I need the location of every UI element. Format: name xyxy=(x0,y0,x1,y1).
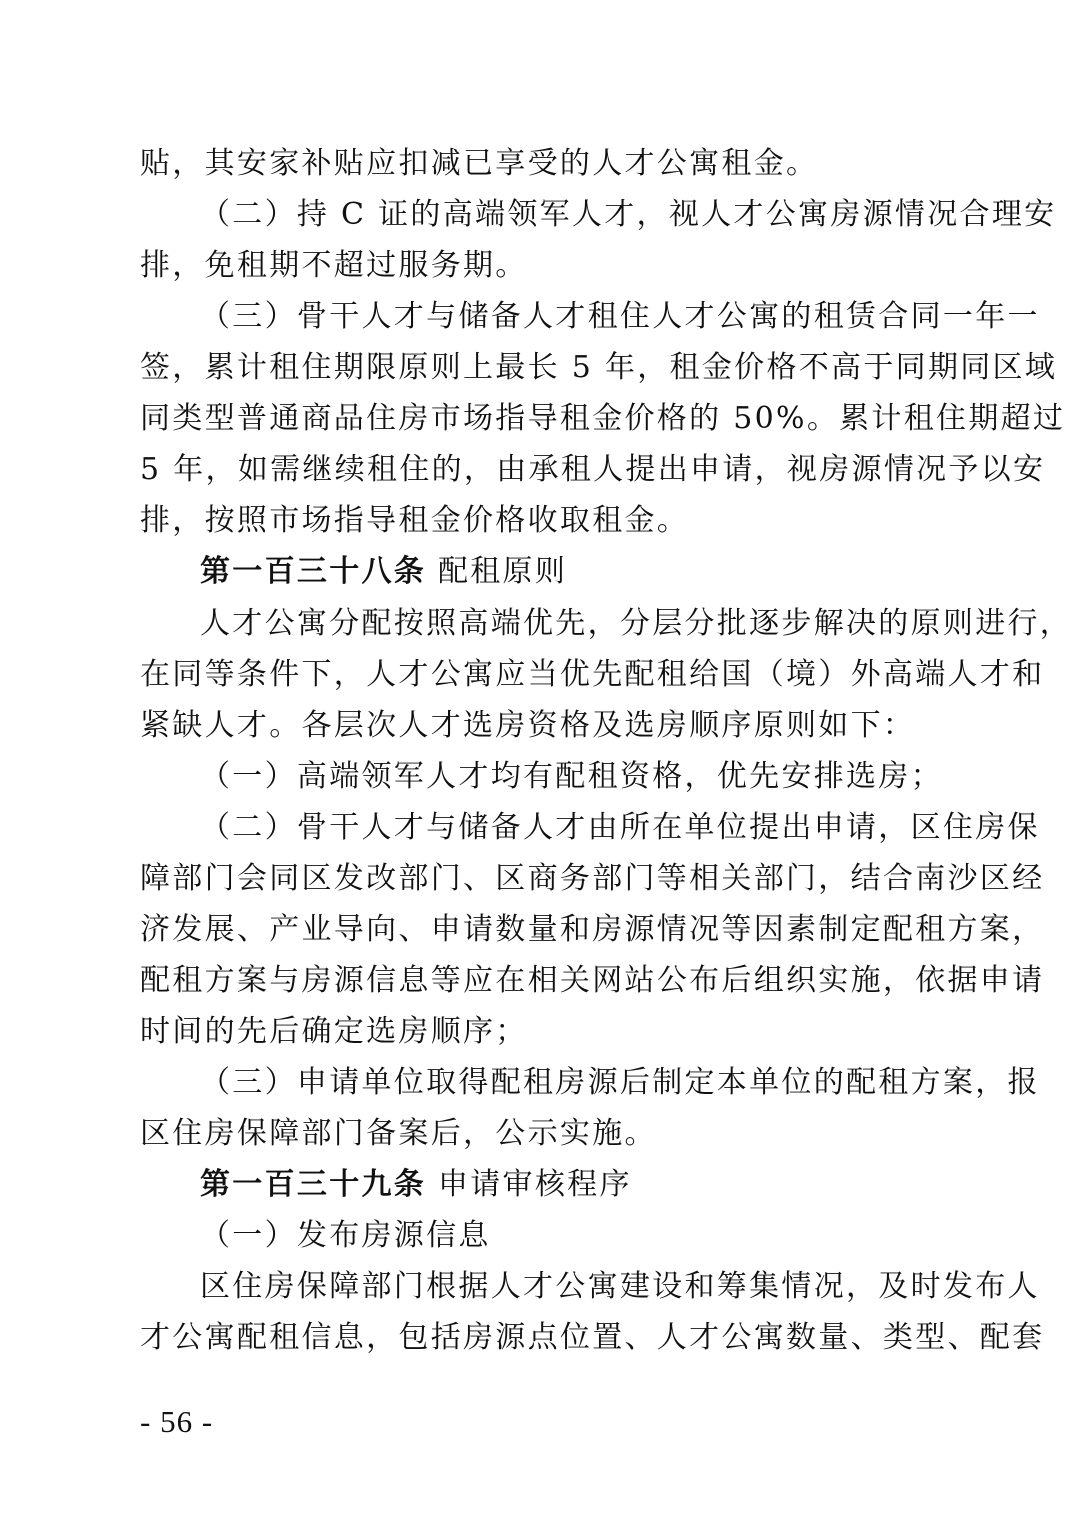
article-title: 申请审核程序 xyxy=(437,1167,632,1202)
article-number: 第一百三十八条 xyxy=(200,554,427,589)
paragraph-line: 才公寓配租信息，包括房源点位置、人才公寓数量、类型、配套 xyxy=(140,1320,1045,1355)
paragraph-line: 在同等条件下，人才公寓应当优先配租给国（境）外高端人才和 xyxy=(140,657,1045,692)
paragraph-line: 济发展、产业导向、申请数量和房源情况等因素制定配租方案， xyxy=(140,912,1045,947)
paragraph-line: 区住房保障部门备案后，公示实施。 xyxy=(140,1116,657,1151)
article-title: 配租原则 xyxy=(437,554,568,589)
paragraph-line: 时间的先后确定选房顺序； xyxy=(140,1014,528,1049)
paragraph-line: （二）骨干人才与储备人才由所在单位提出申请，区住房保 xyxy=(200,810,1040,845)
article-heading-138 xyxy=(200,552,567,592)
paragraph-line: 区住房保障部门根据人才公寓建设和筹集情况，及时发布人 xyxy=(200,1269,1040,1304)
article-heading-139 xyxy=(200,1165,632,1205)
article-number: 第一百三十九条 xyxy=(200,1167,427,1202)
paragraph-line: 配租方案与房源信息等应在相关网站公布后组织实施，依据申请 xyxy=(140,963,1045,998)
paragraph-line: 贴，其安家补贴应扣减已享受的人才公寓租金。 xyxy=(140,146,819,181)
paragraph-line: 同类型普通商品住房市场指导租金价格的 50%。累计租住期超过 xyxy=(140,401,1066,436)
paragraph-line: （一）发布房源信息 xyxy=(200,1218,491,1253)
paragraph-line: 排，按照市场指导租金价格收取租金。 xyxy=(140,503,690,538)
paragraph-line: 紧缺人才。各层次人才选房资格及选房顺序原则如下： xyxy=(140,708,916,743)
page-number: - 56 - xyxy=(140,1404,214,1439)
paragraph-line: 签，累计租住期限原则上最长 5 年，租金价格不高于同期同区域 xyxy=(140,350,1058,385)
paragraph-line: 人才公寓分配按照高端优先，分层分批逐步解决的原则进行， xyxy=(200,606,1073,641)
paragraph-line: （二）持 C 证的高端领军人才，视人才公寓房源情况合理安 xyxy=(200,197,1057,232)
paragraph-line: 5 年，如需继续租住的，由承租人提出申请，视房源情况予以安 xyxy=(140,452,1046,487)
paragraph-line: 排，免租期不超过服务期。 xyxy=(140,248,528,283)
paragraph-line: 障部门会同区发改部门、区商务部门等相关部门，结合南沙区经 xyxy=(140,861,1045,896)
paragraph-line: （三）申请单位取得配租房源后制定本单位的配租方案，报 xyxy=(200,1065,1040,1100)
paragraph-line: （三）骨干人才与储备人才租住人才公寓的租赁合同一年一 xyxy=(200,299,1040,334)
paragraph-line: （一）高端领军人才均有配租资格，优先安排选房； xyxy=(200,759,943,794)
